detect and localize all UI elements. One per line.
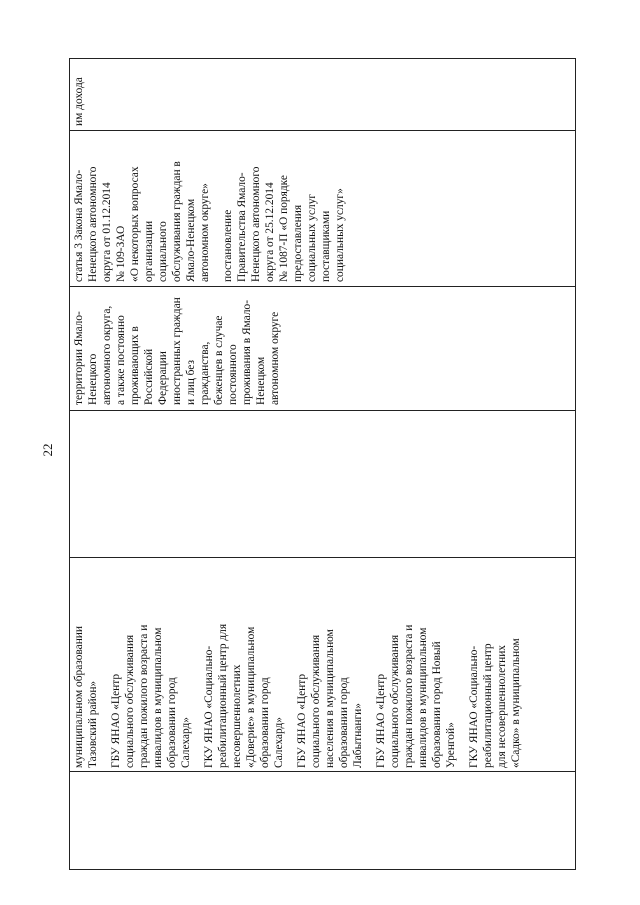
cell-line: и лиц без [185,359,197,405]
cell-line: Ненецкого автономного [87,166,99,282]
cell-line: предоставления [292,204,304,282]
table-cell-recipients [72,297,282,405]
cell-line: проживания в Ямало- [241,299,253,405]
cell-line: а также постоянно [115,315,127,405]
cell-line: организации [143,220,155,282]
cell-line: несовершеннолетних [231,664,243,768]
cell-line: Тазовский район» [87,680,99,768]
cell-line: «Садко» в муниципальном [510,638,522,768]
cell-line: образовании город [259,677,271,768]
cell-line: граждан пожилого возраста и [403,624,415,768]
cell-line: иностранных граждан [171,297,183,405]
cell-line: ГКУ ЯНАО «Социально- [468,645,480,768]
cell-line: Лабытнанги» [352,703,364,768]
cell-line: Ненецкого автономного [250,166,262,282]
cell-line: автономного округа, [101,305,113,405]
table-divider-2 [69,557,576,558]
cell-line: территории Ямало- [73,311,85,405]
cell-line: реабилитационный центр для [217,623,229,768]
cell-line: Российской [143,348,155,405]
cell-line: социальных услуг» [334,188,346,282]
cell-line: Ямало-Ненецком [185,198,197,282]
table-divider-3 [69,410,576,411]
page-number: 22 [40,443,55,457]
cell-line: инвалидов в муниципальном [417,627,429,768]
table-border-right [575,58,576,870]
cell-line [212,161,221,282]
cell-line: беженцев в случае [213,315,225,405]
cell-line: автономном округе» [199,183,211,282]
cell-line: граждан пожилого возраста и [138,624,150,768]
table-border-left [69,58,70,870]
table-border-top [69,58,576,59]
cell-line: для несовершеннолетних [496,645,508,768]
cell-line [365,624,374,768]
table-cell-legal-basis [72,161,347,282]
cell-line: «Доверие» в муниципальном [245,626,257,768]
cell-line: обслуживания граждан в [171,161,183,282]
cell-line [100,624,109,768]
cell-line: гражданства, [199,341,211,405]
cell-line: постоянного [227,344,239,405]
cell-line: социального обслуживания [389,634,401,768]
cell-line: ГБУ ЯНАО «Центр [110,673,122,768]
cell-line: населения в муниципальном [324,629,336,768]
cell-line: социальных услуг [306,193,318,282]
cell-line: Ненецкого [87,353,99,405]
cell-line: социального обслуживания [310,634,322,768]
table-cell-organizations [72,624,523,768]
cell-line: проживающих в [129,326,141,405]
cell-line: округа от 25.12.2014 [264,182,276,282]
cell-line: автономном округе [269,311,281,405]
cell-line: Салехард» [273,717,285,768]
cell-line: инвалидов в муниципальном [152,627,164,768]
cell-line [193,624,202,768]
cell-line [286,624,295,768]
cell-line: Правительства Ямало- [236,172,248,282]
cell-line: реабилитационный центр [482,643,494,768]
cell-line: ГБУ ЯНАО «Центр [375,673,387,768]
cell-line: постановление [222,209,234,282]
cell-line: № 109-ЗАО [115,225,127,282]
table-divider-4 [69,286,576,287]
table-divider-1 [69,771,576,772]
cell-line: № 1087-П «О порядке [278,175,290,282]
cell-line: образовании город [166,677,178,768]
cell-line: муниципальном образовании [73,626,85,768]
cell-line: социального [157,221,169,282]
table-divider-5 [69,130,576,131]
cell-line: им дохода [73,77,85,126]
cell-line: «О некоторых вопросах [129,166,141,282]
cell-line: статья 3 Закона Ямало- [73,169,85,282]
cell-line [458,624,467,768]
table-border-bottom [69,869,576,870]
cell-line: социального обслуживания [124,634,136,768]
cell-line: поставщиками [320,210,332,282]
cell-line: образовании город [338,677,350,768]
cell-line: Ненецком [255,356,267,405]
table-cell-income [72,77,86,126]
cell-line: ГБУ ЯНАО «Центр [296,673,308,768]
cell-line: округа от 01.12.2014 [101,182,113,282]
cell-line: образовании город Новый [431,641,443,768]
cell-line: Салехард» [180,717,192,768]
cell-line: Уренгой» [445,722,457,768]
cell-line: Федерации [157,351,169,405]
cell-line: ГКУ ЯНАО «Социально- [203,645,215,768]
